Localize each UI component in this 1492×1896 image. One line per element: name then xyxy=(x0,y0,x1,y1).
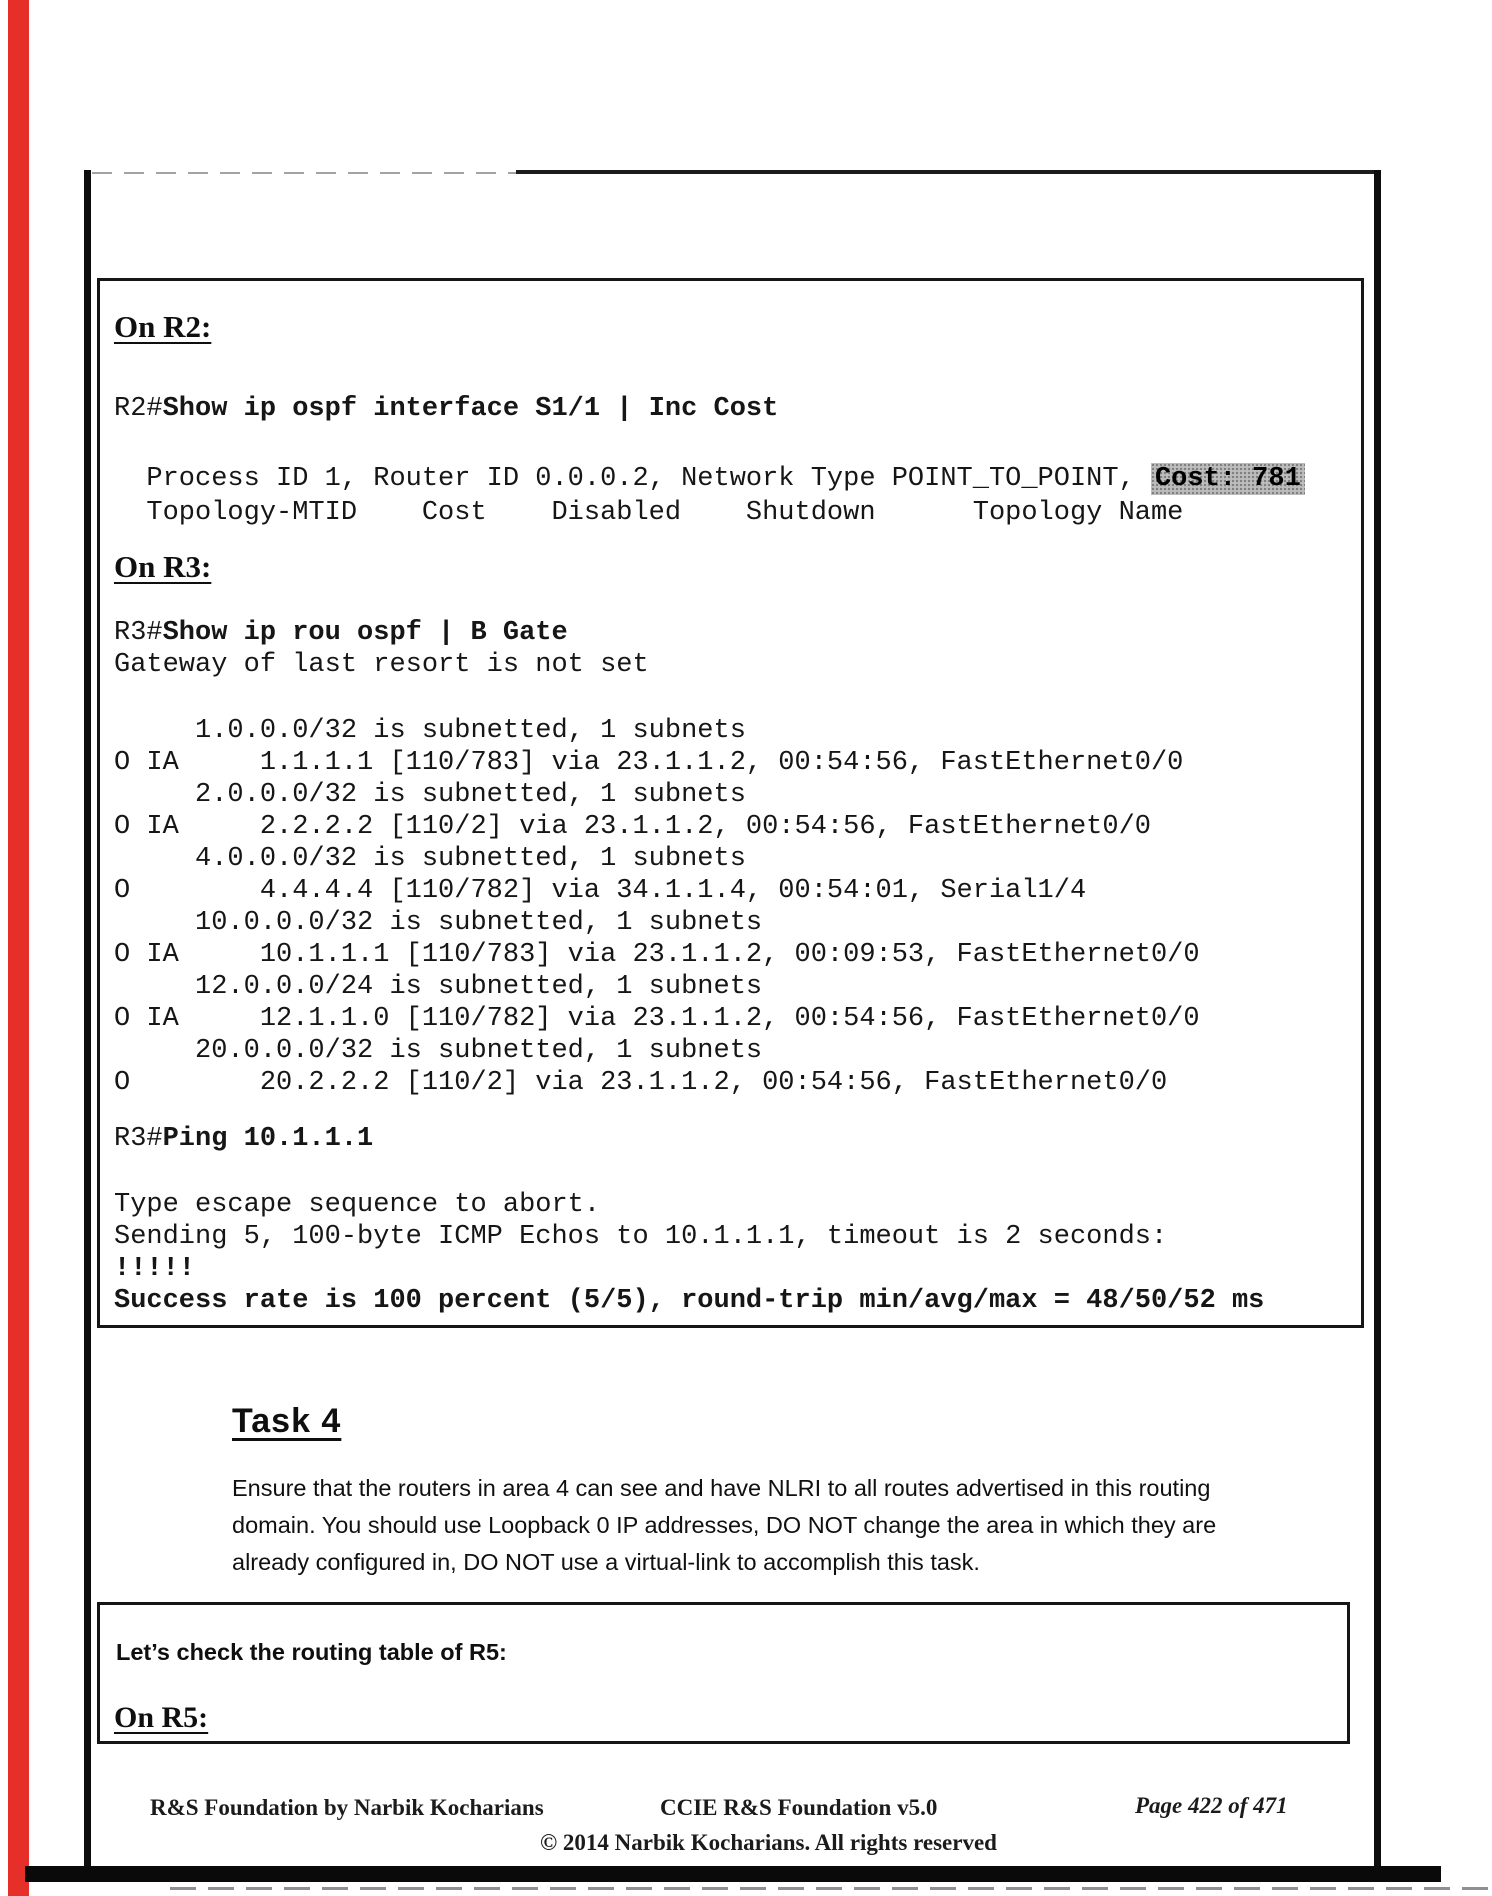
command-text: Show ip ospf interface S1/1 | Inc Cost xyxy=(162,394,779,424)
book-edge-red-stripe xyxy=(8,0,29,1896)
footer-author: R&S Foundation by Narbik Kocharians xyxy=(150,1795,544,1820)
route-table-line: O 4.4.4.4 [110/782] via 34.1.1.4, 00:54:01, Serial1/4 xyxy=(114,876,1087,906)
route-table-line: 1.0.0.0/32 is subnetted, 1 subnets xyxy=(114,716,746,746)
console-line-topology-header: Topology-MTID Cost Disabled Shutdown Topology Name xyxy=(114,498,1184,528)
route-table-line: O IA 12.1.1.0 [110/782] via 23.1.1.2, 00:54:56, FastEthernet0/0 xyxy=(114,1004,1200,1034)
route-table-line: 10.0.0.0/32 is subnetted, 1 subnets xyxy=(114,908,763,938)
check-intro-text: Let’s check the routing table of R5: xyxy=(116,1639,507,1665)
command-text: Show ip rou ospf | B Gate xyxy=(162,618,568,648)
console-line-ping-success: Success rate is 100 percent (5/5), round-trip min/avg/max = 48/50/52 ms xyxy=(114,1286,1265,1316)
route-table-line: O IA 10.1.1.1 [110/783] via 23.1.1.2, 00:09:53, FastEthernet0/0 xyxy=(114,940,1200,970)
section-heading-on-r2: On R2: xyxy=(114,309,212,344)
console-line-gateway: Gateway of last resort is not set xyxy=(114,650,649,680)
console-output-box xyxy=(97,278,1364,1328)
route-table-line: 2.0.0.0/32 is subnetted, 1 subnets xyxy=(114,780,746,810)
section-heading-on-r3: On R3: xyxy=(114,549,212,584)
process-line-text: Process ID 1, Router ID 0.0.0.2, Network Type POINT_TO_POINT, xyxy=(114,464,1151,494)
check-routing-table-box xyxy=(97,1602,1350,1744)
command-text: Ping 10.1.1.1 xyxy=(162,1124,374,1154)
console-line-ping-sending: Sending 5, 100-byte ICMP Echos to 10.1.1.1, timeout is 2 seconds: xyxy=(114,1222,1168,1252)
console-command-line-r3 xyxy=(114,617,568,649)
section-heading-on-r5: On R5: xyxy=(114,1701,209,1734)
footer-page-number: Page 422 of 471 xyxy=(1135,1793,1288,1818)
route-table-line: 12.0.0.0/24 is subnetted, 1 subnets xyxy=(114,972,763,1002)
page-border-bottom-bar xyxy=(25,1866,1441,1882)
task-4-description: Ensure that the routers in area 4 can see and have NLRI to all routes advertised in this routing domain. You should use Loopback 0 IP addresses, DO NOT change the area in which they are already configured in, DO NOT use a virtual-link to accomplish this task. xyxy=(232,1475,1217,1575)
footer-copyright: © 2014 Narbik Kocharians. All rights reserved xyxy=(540,1830,997,1855)
scan-artifact-dashed-line xyxy=(170,1887,1490,1890)
footer-title: CCIE R&S Foundation v5.0 xyxy=(660,1795,938,1820)
page-border-top xyxy=(516,170,1379,174)
route-table-line: 20.0.0.0/32 is subnetted, 1 subnets xyxy=(114,1036,763,1066)
page-border-left xyxy=(84,170,91,1870)
console-command-line-ping xyxy=(114,1123,373,1155)
page-border-top-faint xyxy=(92,172,516,174)
route-table-line: O IA 2.2.2.2 [110/2] via 23.1.1.2, 00:54:56, FastEthernet0/0 xyxy=(114,812,1151,842)
task-4-heading: Task 4 xyxy=(232,1402,342,1440)
route-table-line: 4.0.0.0/32 is subnetted, 1 subnets xyxy=(114,844,746,874)
router-prompt: R3# xyxy=(114,618,163,648)
page-border-right xyxy=(1374,170,1381,1866)
console-line-ping-exclamations: !!!!! xyxy=(114,1254,196,1284)
console-command-line-r2 xyxy=(114,393,778,425)
router-prompt: R3# xyxy=(114,1124,163,1154)
route-table-line: O 20.2.2.2 [110/2] via 23.1.1.2, 00:54:56, FastEthernet0/0 xyxy=(114,1068,1168,1098)
router-prompt: R2# xyxy=(114,394,163,424)
console-line-process-id xyxy=(114,463,1305,495)
route-table-line: O IA 1.1.1.1 [110/783] via 23.1.1.2, 00:54:56, FastEthernet0/0 xyxy=(114,748,1184,778)
console-line-ping-escape: Type escape sequence to abort. xyxy=(114,1190,601,1220)
cost-highlight: Cost: 781 xyxy=(1151,463,1305,495)
